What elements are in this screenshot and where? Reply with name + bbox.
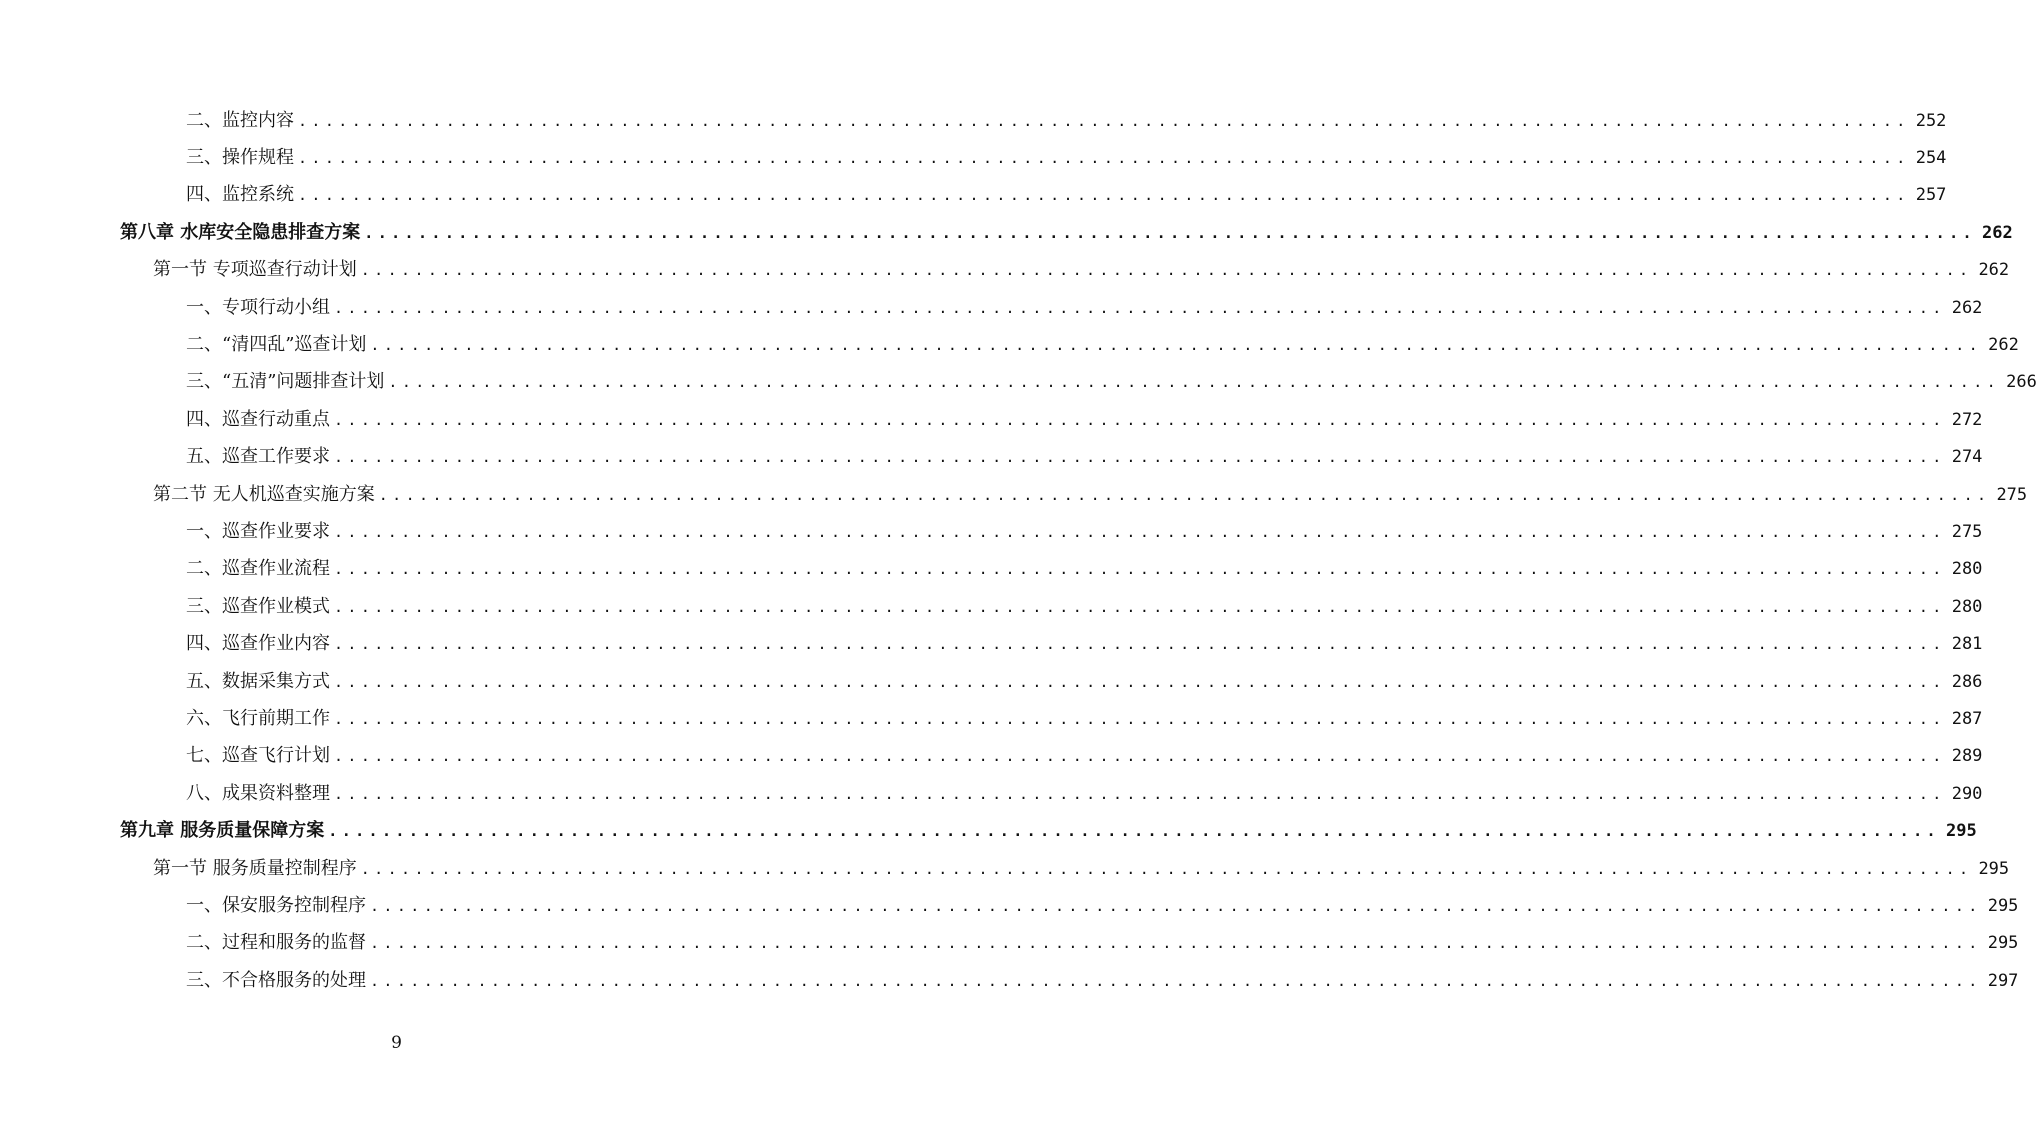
table-of-contents	[0, 100, 2037, 997]
toc-entry-row	[186, 330, 2019, 356]
toc-entry-title: 三、操作规程	[186, 147, 294, 169]
toc-entry-row	[186, 629, 1983, 655]
toc-entry-title: 二、过程和服务的监督	[186, 932, 366, 954]
toc-entry-item[interactable]	[0, 885, 2019, 922]
toc-entry-item[interactable]	[0, 324, 2019, 361]
toc-entry-item[interactable]	[0, 437, 1983, 474]
toc-entry-row	[186, 966, 2019, 992]
toc-leader-dots: ........................................................................................................................	[334, 635, 1946, 654]
toc-entry-row	[186, 293, 1983, 319]
toc-entry-item[interactable]	[0, 549, 1983, 586]
toc-entry-title: 第一节 服务质量控制程序	[153, 857, 357, 879]
toc-leader-dots: ........................................................................................................................	[298, 111, 1910, 130]
toc-entry-row	[120, 816, 1977, 842]
toc-leader-dots: ........................................................................................................................	[334, 784, 1946, 803]
toc-entry-title: 一、保安服务控制程序	[186, 894, 366, 916]
toc-entry-page: 262	[1951, 297, 1983, 318]
toc-leader-dots: ........................................................................................................................	[388, 373, 2001, 392]
toc-entry-title: 六、飞行前期工作	[186, 707, 330, 729]
toc-entry-page: 295	[1987, 933, 2019, 954]
toc-entry-title: 第一节 专项巡查行动计划	[153, 259, 357, 281]
toc-entry-item[interactable]	[0, 736, 1983, 773]
toc-entry-row	[186, 667, 1983, 693]
toc-entry-page: 280	[1951, 596, 1983, 617]
toc-entry-item[interactable]	[0, 100, 1947, 137]
toc-entry-page: 280	[1951, 559, 1983, 580]
toc-entry-row	[186, 517, 1983, 543]
toc-entry-title: 第八章 水库安全隐患排查方案	[120, 221, 361, 243]
toc-entry-page: 262	[1988, 335, 2019, 356]
toc-entry-item[interactable]	[0, 399, 1983, 436]
toc-entry-page: 272	[1951, 409, 1983, 430]
toc-entry-page: 295	[1945, 821, 1977, 842]
toc-leader-dots: ........................................................................................................................	[360, 261, 1973, 280]
toc-leader-dots: ........................................................................................................................	[378, 485, 1991, 504]
toc-leader-dots: ........................................................................................................................	[334, 672, 1946, 691]
toc-entry-title: 四、巡查行动重点	[186, 408, 330, 430]
toc-entry-page: 297	[1987, 970, 2019, 991]
toc-leader-dots: ........................................................................................................................	[334, 522, 1946, 541]
toc-entry-item[interactable]	[0, 362, 2037, 399]
toc-leader-dots: ........................................................................................................................	[334, 298, 1946, 317]
toc-entry-row	[153, 480, 2028, 506]
toc-entry-title: 第二节 无人机巡查实施方案	[153, 483, 375, 505]
toc-leader-dots: ........................................................................................................................	[370, 336, 1983, 355]
toc-entry-row	[186, 704, 1983, 730]
toc-entry-title: 二、巡查作业流程	[186, 558, 330, 580]
toc-entry-row	[153, 255, 2010, 281]
toc-entry-page: 286	[1951, 671, 1983, 692]
toc-entry-title: 三、巡查作业模式	[186, 595, 330, 617]
toc-entry-item[interactable]	[0, 923, 2019, 960]
toc-entry-row	[120, 218, 2013, 244]
toc-entry-title: 第九章 服务质量保障方案	[120, 820, 325, 842]
toc-entry-title: 一、巡查作业要求	[186, 520, 330, 542]
page-number: 9	[391, 1033, 402, 1053]
toc-entry-page: 262	[1978, 260, 2010, 281]
toc-entry-item[interactable]	[0, 773, 1983, 810]
toc-entry-row	[186, 106, 1947, 132]
toc-entry-row	[186, 143, 1947, 169]
toc-entry-row	[186, 741, 1983, 767]
toc-entry-item[interactable]	[0, 137, 1947, 174]
toc-leader-dots: ........................................................................................................................	[364, 223, 1976, 242]
toc-entry-page: 254	[1915, 148, 1947, 169]
toc-entry-row	[186, 779, 1983, 805]
toc-entry-page: 262	[1981, 222, 2013, 243]
toc-entry-item[interactable]	[0, 661, 1983, 698]
toc-leader-dots: ........................................................................................................................	[360, 859, 1973, 878]
toc-entry-page: 281	[1951, 634, 1983, 655]
toc-leader-dots: ........................................................................................................................	[334, 597, 1946, 616]
toc-leader-dots: ........................................................................................................................	[328, 822, 1940, 841]
toc-leader-dots: ........................................................................................................................	[298, 149, 1910, 168]
toc-entry-page: 275	[1996, 484, 2028, 505]
toc-entry-row	[186, 928, 2019, 954]
toc-entry-page: 252	[1915, 110, 1947, 131]
toc-entry-page: 287	[1951, 708, 1983, 729]
toc-entry-title: 二、“清四乱”巡查计划	[186, 334, 367, 356]
toc-leader-dots: ........................................................................................................................	[334, 410, 1946, 429]
toc-entry-item[interactable]	[0, 287, 1983, 324]
toc-entry-title: 一、专项行动小组	[186, 296, 330, 318]
toc-leader-dots: ........................................................................................................................	[298, 186, 1910, 205]
toc-entry-section[interactable]	[0, 848, 2010, 885]
toc-entry-section[interactable]	[0, 250, 2010, 287]
toc-entry-row	[186, 405, 1983, 431]
toc-entry-row	[153, 854, 2010, 880]
toc-entry-page: 257	[1915, 185, 1947, 206]
toc-entry-item[interactable]	[0, 511, 1983, 548]
toc-entry-row	[186, 442, 1983, 468]
toc-entry-page: 275	[1951, 521, 1983, 542]
toc-entry-title: 三、“五清”问题排查计划	[186, 371, 385, 393]
toc-entry-title: 三、不合格服务的处理	[186, 969, 366, 991]
toc-entry-item[interactable]	[0, 586, 1983, 623]
toc-entry-chapter[interactable]	[0, 212, 2013, 249]
toc-entry-title: 五、巡查工作要求	[186, 446, 330, 468]
toc-entry-page: 274	[1951, 447, 1983, 468]
toc-entry-page: 289	[1951, 746, 1983, 767]
toc-leader-dots: ........................................................................................................................	[334, 560, 1946, 579]
toc-entry-item[interactable]	[0, 698, 1983, 735]
toc-entry-title: 二、监控内容	[186, 109, 294, 131]
toc-entry-page: 290	[1951, 783, 1983, 804]
toc-entry-page: 295	[1987, 895, 2019, 916]
toc-leader-dots: ........................................................................................................................	[370, 934, 1982, 953]
toc-entry-row	[186, 367, 2037, 393]
toc-leader-dots: ........................................................................................................................	[334, 747, 1946, 766]
toc-leader-dots: ........................................................................................................................	[370, 971, 1982, 990]
toc-entry-chapter[interactable]	[0, 810, 1977, 847]
toc-entry-row	[186, 180, 1947, 206]
toc-entry-row	[186, 891, 2019, 917]
toc-entry-title: 五、数据采集方式	[186, 670, 330, 692]
toc-leader-dots: ........................................................................................................................	[334, 448, 1946, 467]
toc-entry-row	[186, 592, 1983, 618]
toc-entry-page: 295	[1978, 858, 2010, 879]
toc-entry-row	[186, 554, 1983, 580]
toc-entry-item[interactable]	[0, 960, 2019, 997]
toc-entry-title: 七、巡查飞行计划	[186, 745, 330, 767]
toc-entry-item[interactable]	[0, 623, 1983, 660]
toc-entry-title: 四、巡查作业内容	[186, 633, 330, 655]
toc-entry-page: 266	[2006, 372, 2037, 393]
toc-entry-title: 八、成果资料整理	[186, 782, 330, 804]
toc-entry-section[interactable]	[0, 474, 2028, 511]
toc-leader-dots: ........................................................................................................................	[370, 896, 1982, 915]
toc-entry-item[interactable]	[0, 175, 1947, 212]
toc-leader-dots: ........................................................................................................................	[334, 709, 1946, 728]
toc-entry-title: 四、监控系统	[186, 184, 294, 206]
